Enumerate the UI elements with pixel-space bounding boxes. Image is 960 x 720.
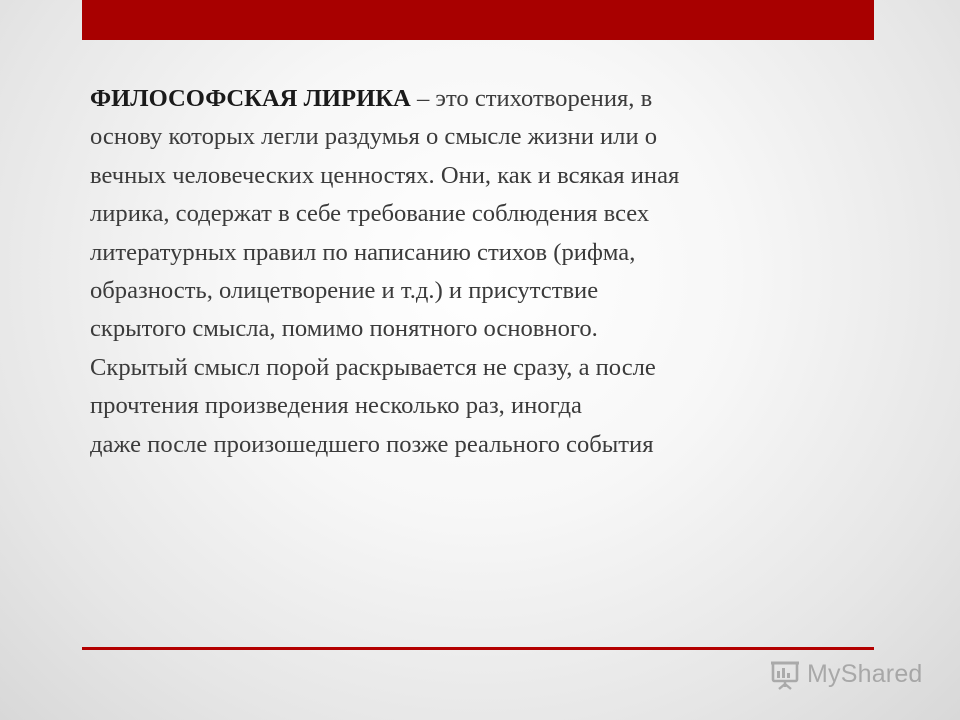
myshared-watermark (768, 657, 923, 691)
term-heading: ФИЛОСОФСКАЯ ЛИРИКА (90, 85, 411, 112)
presentation-board-icon (768, 657, 802, 691)
watermark-text: MyShared (807, 659, 923, 688)
top-accent-bar (82, 0, 874, 40)
bottom-divider-line (82, 647, 874, 650)
definition-text: – это стихотворения, в основу которых легли раздумья о смысле жизни или о вечных человеческих ценностях. Они, как и всякая иная лирика, содержат в себе требование соблюдения всех литературных правил по написанию стихов (рифма, образность, олицетворение и т.д.) и присутствие скрытого смысла, помимо понятного основного. Скрытый смысл порой раскрывается не сразу, а после прочтения произведения несколько раз, иногда даже после произошедшего позже реального события (90, 85, 680, 458)
definition-paragraph (90, 80, 880, 464)
